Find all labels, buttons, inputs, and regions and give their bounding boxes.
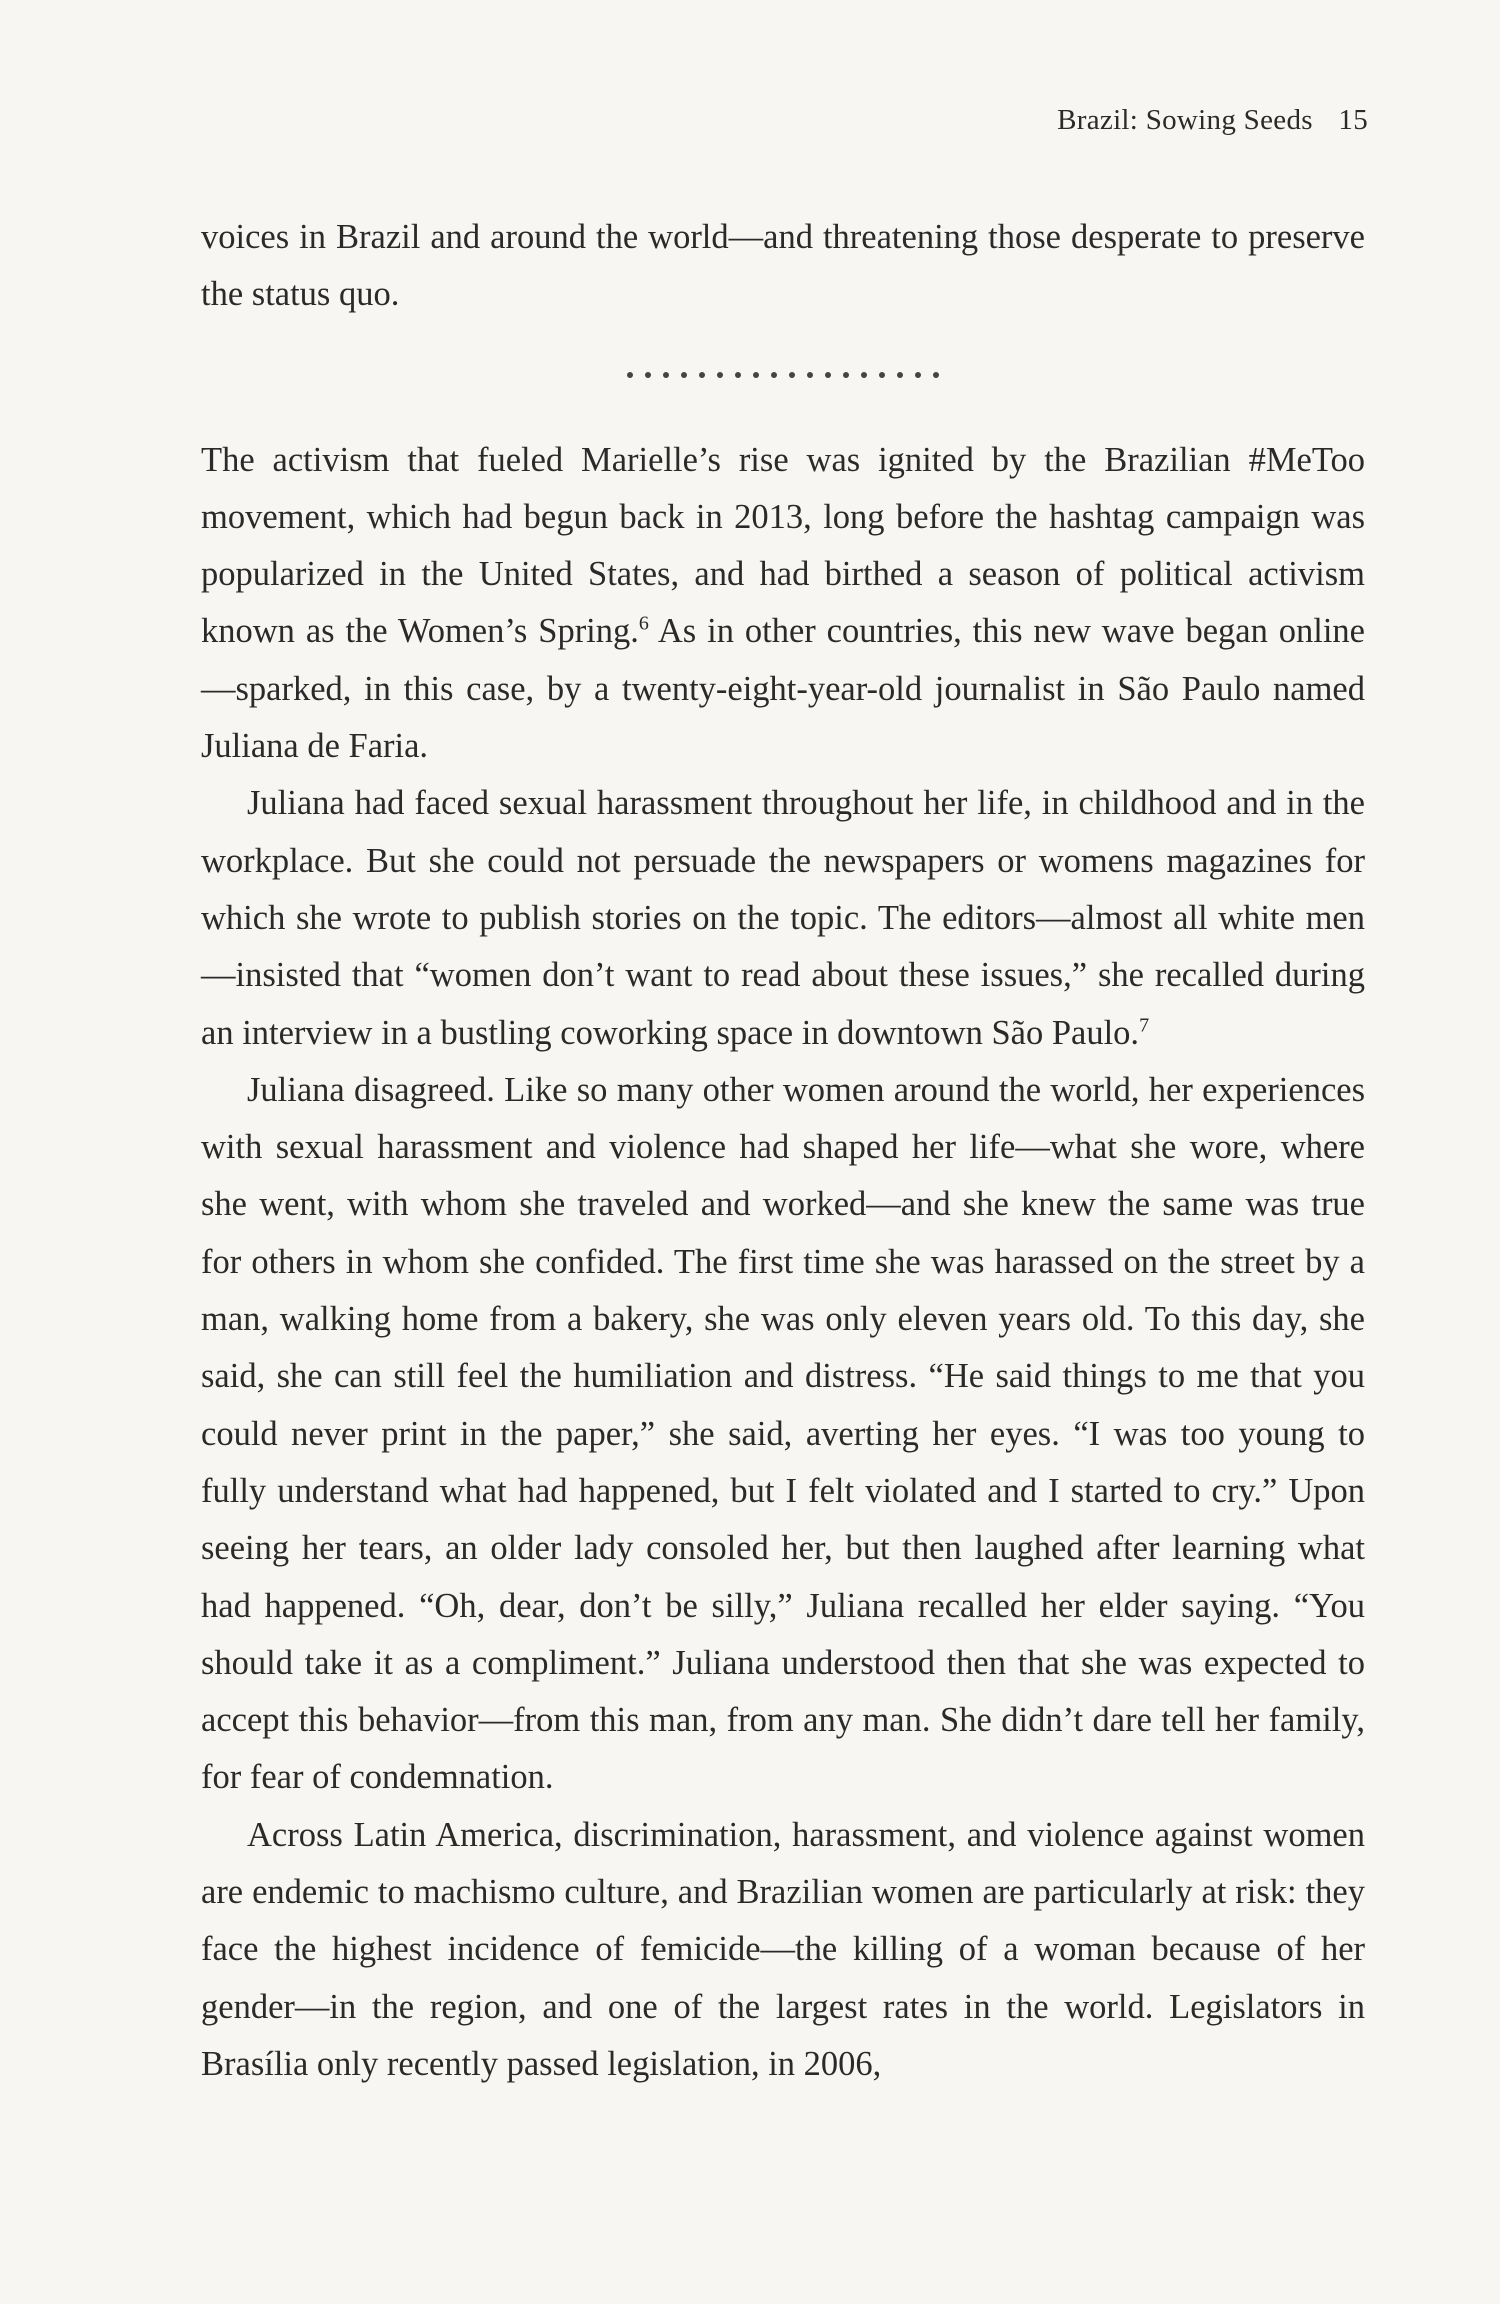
body-text [201,209,1365,2093]
paragraph-text: Juliana had faced sexual harassment throughout her life, in childhood and in the workplace. But she could not persuade the newspapers or womens magazines for which she wrote to publish stories on the topic. The editors—almost all white men—insisted that “women don’t want to read about these issues,” she recalled during an interview in a bustling coworking space in downtown São Paulo. [201,784,1365,1052]
paragraph-section-opening [201,432,1365,776]
section-break-ornament [201,364,1365,384]
paragraph-text: As in other countries, this new wave began online—sparked, in this case, by a twenty-eight-year-old journalist in São Paulo named Juliana de Faria. [201,612,1365,766]
paragraph-text: The activism that fueled Marielle’s rise was ignited by the Brazilian #MeToo movement, which had begun back in 2013, long before the hashtag campaign was popularized in the United States, and had birthed a season of political activism known as the Women’s Spring. [201,440,1365,651]
running-head [1057,104,1368,137]
footnote-marker: 6 [638,612,649,635]
running-title: Brazil: Sowing Seeds [1057,104,1313,136]
paragraph-continued: voices in Brazil and around the world—and threatening those desperate to preserve the status quo. [201,218,1365,314]
footnote-marker: 7 [1139,1014,1150,1037]
page-number: 15 [1338,104,1368,136]
paragraph: Across Latin America, discrimination, harassment, and violence against women are endemic to machismo culture, and Brazilian women are particularly at risk: they face the highest incidence of femicide—the killing of a woman because of her gender—in the region, and one of the largest rates in the world. Legislators in Brasília only recently passed legislation, in 2006, [201,1815,1365,2083]
paragraph [201,775,1365,1061]
paragraph: Juliana disagreed. Like so many other women around the world, her experiences with sexual harassment and violence had shaped her life—what she wore, where she went, with whom she traveled and worked—and she knew the same was true for others in whom she confided. The first time she was harassed on the street by a man, walking home from a bakery, she was only eleven years old. To this day, she said, she can still feel the humiliation and distress. “He said things to me that you could never print in the paper,” she said, averting her eyes. “I was too young to fully understand what had happened, but I felt violated and I started to cry.” Upon seeing her tears, an older lady consoled her, but then laughed after learning what had happened. “Oh, dear, don’t be silly,” Juliana recalled her elder saying. “You should take it as a compliment.” Juliana understood then that she was expected to accept this behavior—from this man, from any man. She didn’t dare tell her family, for fear of condemnation. [201,1070,1365,1797]
